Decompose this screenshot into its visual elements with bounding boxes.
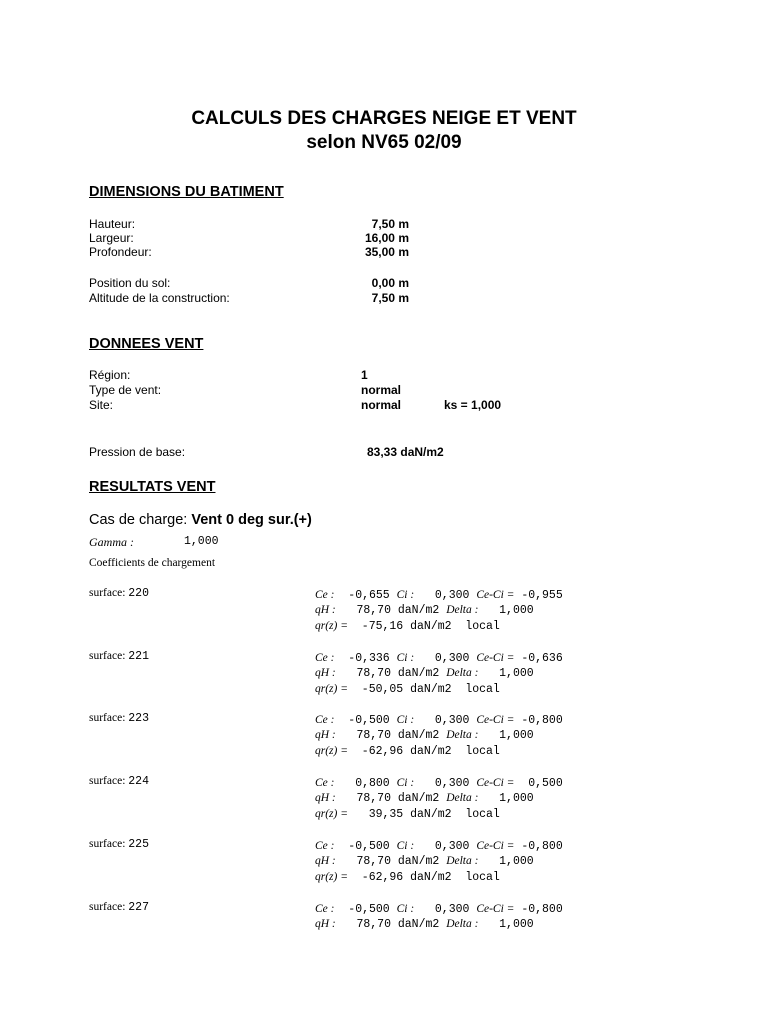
qh-value: 78,70 daN/m2 <box>335 667 447 680</box>
vent-value: normal <box>361 398 402 412</box>
ci-label: Ci : <box>396 652 415 664</box>
surface-label: surface: <box>89 587 129 599</box>
qh-value: 78,70 daN/m2 <box>335 918 447 931</box>
ceci-value: -0,800 <box>514 903 563 916</box>
ce-label: Ce : <box>315 840 335 852</box>
pressure-line <box>315 790 534 806</box>
qr-label: qr(z) = <box>315 620 348 632</box>
ce-label: Ce : <box>315 714 335 726</box>
dimension-value: 0,00 m <box>371 276 409 290</box>
surface-name <box>89 901 149 914</box>
ce-label: Ce : <box>315 903 335 915</box>
gamma-label: Gamma : <box>89 535 134 549</box>
ce-value: -0,500 <box>334 840 397 853</box>
qh-label: qH : <box>315 855 336 867</box>
delta-label: Delta : <box>446 792 479 804</box>
delta-label: Delta : <box>446 604 479 616</box>
surface-id: 224 <box>128 775 149 788</box>
result-line <box>315 618 500 634</box>
qh-label: qH : <box>315 729 336 741</box>
dimension-value: 7,50 m <box>371 291 409 305</box>
document-title: CALCULS DES CHARGES NEIGE ET VENT <box>191 108 577 129</box>
coefficient-line <box>315 650 563 666</box>
gamma-value: 1,000 <box>184 535 219 548</box>
dimension-row-sol <box>89 276 689 291</box>
pressure-line <box>315 602 534 618</box>
coefficient-line <box>315 587 563 603</box>
ceci-label: Ce-Ci = <box>476 589 515 601</box>
ceci-label: Ce-Ci = <box>476 714 515 726</box>
ce-value: -0,500 <box>334 714 397 727</box>
qr-value: -75,16 daN/m2 local <box>348 620 500 633</box>
ce-label: Ce : <box>315 777 335 789</box>
vent-label: Pression de base: <box>89 445 186 459</box>
coefficient-line <box>315 901 563 917</box>
surface-id: 223 <box>128 712 149 725</box>
section-heading-dimensions: DIMENSIONS DU BATIMENT <box>89 184 284 200</box>
qh-value: 78,70 daN/m2 <box>335 792 447 805</box>
surface-id: 227 <box>128 901 149 914</box>
delta-value: 1,000 <box>478 792 534 805</box>
ce-label: Ce : <box>315 652 335 664</box>
ci-value: 0,300 <box>414 903 477 916</box>
document-subtitle: selon NV65 02/09 <box>306 132 462 153</box>
dimension-label: Altitude de la construction: <box>89 291 230 305</box>
surface-id: 220 <box>128 587 149 600</box>
surface-name <box>89 775 149 788</box>
ceci-value: 0,500 <box>514 777 563 790</box>
ci-label: Ci : <box>396 840 415 852</box>
vent-row-site <box>89 398 689 413</box>
delta-label: Delta : <box>446 729 479 741</box>
vent-label: Région: <box>89 368 131 382</box>
pressure-line <box>315 916 534 932</box>
surface-block <box>89 775 689 825</box>
ce-value: -0,500 <box>334 903 397 916</box>
ci-label: Ci : <box>396 589 415 601</box>
surface-block <box>89 838 689 888</box>
delta-label: Delta : <box>446 855 479 867</box>
ci-value: 0,300 <box>414 714 477 727</box>
ci-value: 0,300 <box>414 589 477 602</box>
gamma-row <box>89 535 219 550</box>
ceci-label: Ce-Ci = <box>476 652 515 664</box>
dimension-label: Hauteur: <box>89 217 136 231</box>
qr-label: qr(z) = <box>315 745 348 757</box>
vent-value: 1 <box>361 368 368 382</box>
ce-value: -0,336 <box>334 652 397 665</box>
result-line <box>315 743 500 759</box>
vent-row-region <box>89 368 689 383</box>
load-case <box>89 511 312 529</box>
dimension-row-hauteur <box>89 217 689 232</box>
coefficient-line <box>315 775 563 791</box>
pressure-line <box>315 727 534 743</box>
coefficient-line <box>315 712 563 728</box>
delta-value: 1,000 <box>478 667 534 680</box>
surface-name <box>89 712 149 725</box>
surface-block <box>89 587 689 637</box>
vent-value: 83,33 daN/m2 <box>367 445 444 459</box>
result-line <box>315 681 500 697</box>
vent-row-type <box>89 383 689 398</box>
qr-value: -62,96 daN/m2 local <box>348 871 500 884</box>
ce-label: Ce : <box>315 589 335 601</box>
pressure-line <box>315 665 534 681</box>
ce-value: 0,800 <box>334 777 397 790</box>
vent-label: Site: <box>89 398 114 412</box>
surface-label: surface: <box>89 901 129 913</box>
dimension-row-profondeur <box>89 245 689 260</box>
qr-label: qr(z) = <box>315 683 348 695</box>
surface-name <box>89 587 149 600</box>
result-line <box>315 806 500 822</box>
qr-value: -62,96 daN/m2 local <box>348 745 500 758</box>
ci-label: Ci : <box>396 777 415 789</box>
surface-name <box>89 838 149 851</box>
vent-label: Type de vent: <box>89 383 162 397</box>
dimension-value: 35,00 m <box>364 245 409 259</box>
dimension-label: Position du sol: <box>89 276 171 290</box>
surface-name <box>89 650 149 663</box>
qr-label: qr(z) = <box>315 871 348 883</box>
coefficient-line <box>315 838 563 854</box>
ce-value: -0,655 <box>334 589 397 602</box>
qh-value: 78,70 daN/m2 <box>335 604 447 617</box>
qh-label: qH : <box>315 604 336 616</box>
delta-value: 1,000 <box>478 604 534 617</box>
ceci-label: Ce-Ci = <box>476 903 515 915</box>
load-case-value: Vent 0 deg sur.(+) <box>191 512 312 528</box>
ceci-value: -0,955 <box>514 589 563 602</box>
section-heading-resultats: RESULTATS VENT <box>89 479 216 495</box>
ceci-value: -0,800 <box>514 840 563 853</box>
delta-label: Delta : <box>446 667 479 679</box>
pressure-line <box>315 853 534 869</box>
surface-label: surface: <box>89 650 129 662</box>
ceci-label: Ce-Ci = <box>476 777 515 789</box>
qh-label: qH : <box>315 792 336 804</box>
qh-label: qH : <box>315 667 336 679</box>
dimension-row-altitude <box>89 291 689 306</box>
dimension-value: 7,50 m <box>371 217 409 231</box>
surface-block <box>89 712 689 762</box>
delta-value: 1,000 <box>478 918 534 931</box>
vent-row-pression <box>89 445 689 460</box>
surface-block <box>89 650 689 700</box>
vent-value: normal <box>361 383 402 397</box>
ci-label: Ci : <box>396 714 415 726</box>
delta-value: 1,000 <box>478 855 534 868</box>
delta-value: 1,000 <box>478 729 534 742</box>
result-line <box>315 869 500 885</box>
ceci-value: -0,800 <box>514 714 563 727</box>
dimension-row-largeur <box>89 231 689 246</box>
surface-label: surface: <box>89 712 129 724</box>
qh-value: 78,70 daN/m2 <box>335 729 447 742</box>
surface-block <box>89 901 689 951</box>
ci-value: 0,300 <box>414 777 477 790</box>
surface-label: surface: <box>89 838 129 850</box>
ceci-value: -0,636 <box>514 652 563 665</box>
ceci-label: Ce-Ci = <box>476 840 515 852</box>
load-case-label: Cas de charge: <box>89 512 192 528</box>
surface-label: surface: <box>89 775 129 787</box>
dimension-value: 16,00 m <box>364 231 409 245</box>
ci-label: Ci : <box>396 903 415 915</box>
ks-value: ks = 1,000 <box>444 398 502 412</box>
surface-id: 225 <box>128 838 149 851</box>
delta-label: Delta : <box>446 918 479 930</box>
surface-id: 221 <box>128 650 149 663</box>
dimension-label: Profondeur: <box>89 245 152 259</box>
ci-value: 0,300 <box>414 652 477 665</box>
dimension-label: Largeur: <box>89 231 134 245</box>
qh-label: qH : <box>315 918 336 930</box>
qr-value: -50,05 daN/m2 local <box>348 683 500 696</box>
ci-value: 0,300 <box>414 840 477 853</box>
section-heading-vent: DONNEES VENT <box>89 336 204 352</box>
qr-value: 39,35 daN/m2 local <box>348 808 500 821</box>
qh-value: 78,70 daN/m2 <box>335 855 447 868</box>
coefficients-heading: Coefficients de chargement <box>89 557 216 569</box>
qr-label: qr(z) = <box>315 808 348 820</box>
